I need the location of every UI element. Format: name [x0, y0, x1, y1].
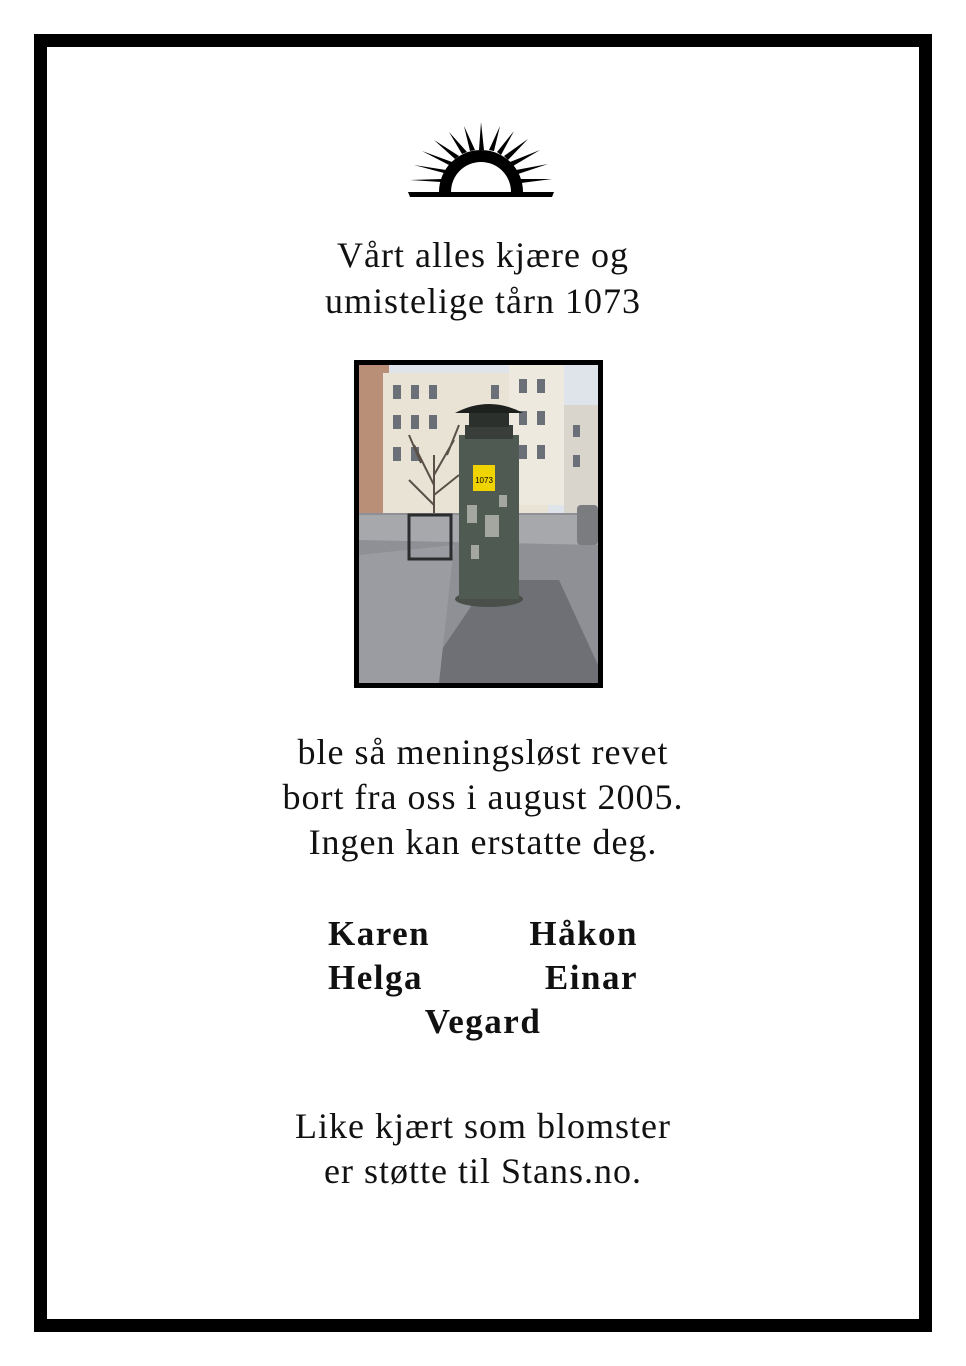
heading-line-2: umistelige tårn 1073	[325, 281, 641, 321]
signatories	[0, 912, 966, 1044]
tower-photo	[354, 360, 603, 688]
heading-line-1: Vårt alles kjære og	[337, 235, 629, 275]
tower-sign-number: 1073	[475, 476, 493, 485]
name-vegard: Vegard	[424, 1002, 542, 1041]
footer-line-2: er støtte til Stans.no.	[324, 1151, 642, 1191]
body-text	[0, 730, 966, 865]
name-einar: Einar	[544, 958, 638, 997]
footer-line-1: Like kjært som blomster	[295, 1106, 671, 1146]
heading	[0, 232, 966, 324]
body-line-1: ble så meningsløst revet	[297, 732, 669, 772]
name-karen: Karen	[328, 914, 431, 953]
body-line-2: bort fra oss i august 2005.	[282, 777, 684, 817]
footer-text	[0, 1104, 966, 1194]
body-line-3: Ingen kan erstatte deg.	[308, 822, 658, 862]
rising-sun-icon	[406, 120, 556, 202]
name-helga: Helga	[328, 958, 423, 997]
name-hakon: Håkon	[529, 914, 638, 953]
